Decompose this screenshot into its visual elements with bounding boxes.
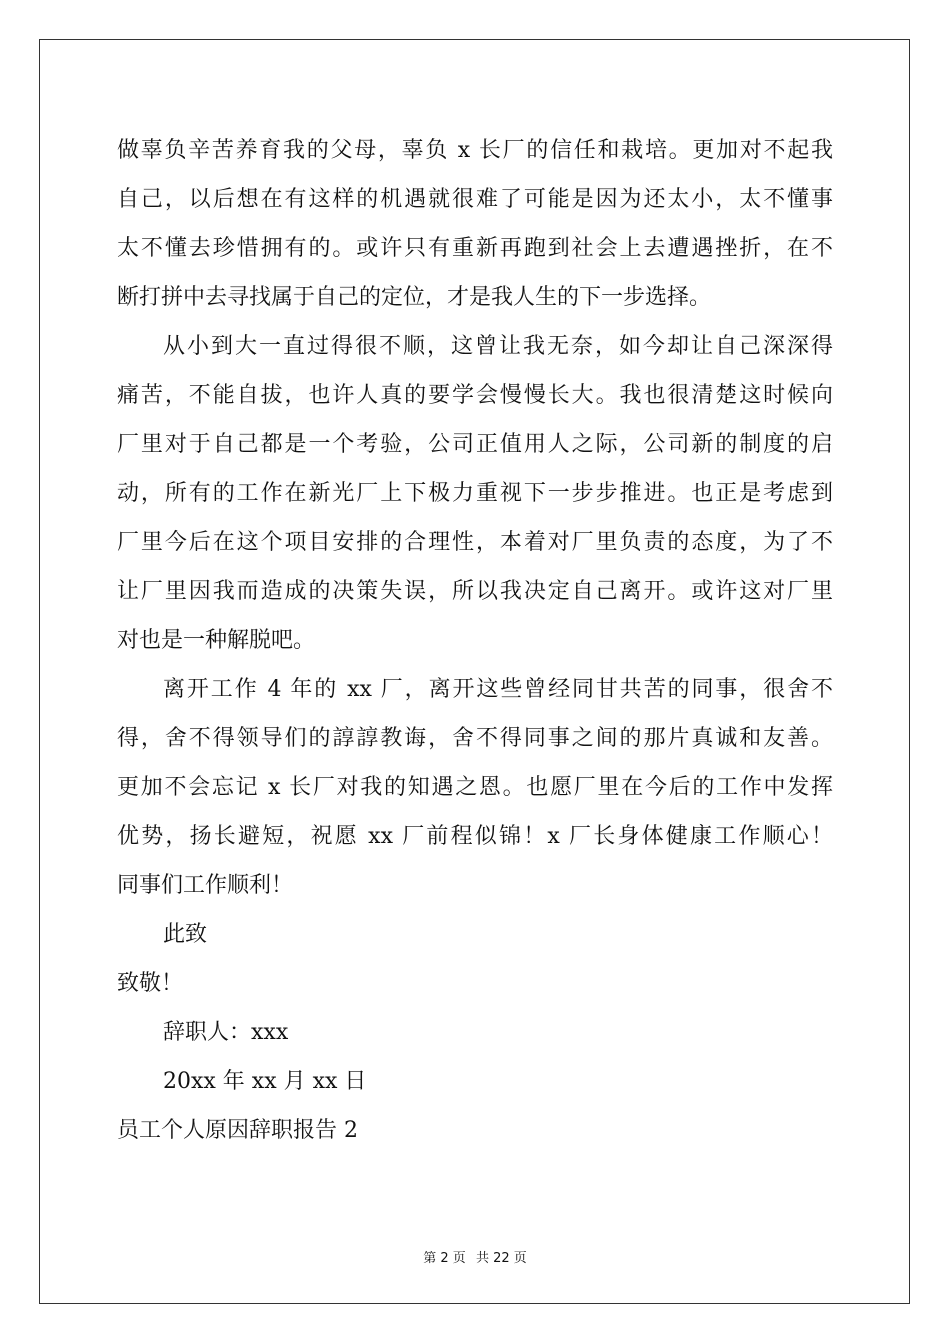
page-total: 共 22 页 [475,1251,527,1266]
closing-salute: 致敬！ [117,971,184,996]
closing-ci-zhi: 此致 [163,922,208,947]
next-section-title: 员工个人原因辞职报告 2 [117,1118,358,1143]
text-line: 让厂里因我而造成的决策失误，所以我决定自己离开。或许这对厂里 [117,579,833,604]
text-line: 更加不会忘记 x 长厂对我的知遇之恩。也愿厂里在今后的工作中发挥 [117,775,833,800]
signer: 辞职人：xxx [163,1020,289,1045]
date: 20xx 年 xx 月 xx 日 [163,1069,367,1094]
paragraph-1 [117,126,833,322]
text-line: 痛苦，不能自拔，也许人真的要学会慢慢长大。我也很清楚这时候向 [117,383,833,408]
text-line: 自己，以后想在有这样的机遇就很难了可能是因为还太小，太不懂事 [117,187,833,212]
text-line: 断打拼中去寻找属于自己的定位，才是我人生的下一步选择。 [117,285,712,310]
text-line: 做辜负辛苦养育我的父母，辜负 x 长厂的信任和栽培。更加对不起我 [117,138,833,163]
text-line: 离开工作 4 年的 xx 厂，离开这些曾经同甘共苦的同事，很舍不 [163,677,833,702]
text-line: 对也是一种解脱吧。 [117,628,316,653]
text-line: 太不懂去珍惜拥有的。或许只有重新再跑到社会上去遭遇挫折，在不 [117,236,833,261]
text-line: 同事们工作顺利！ [117,873,294,898]
text-line: 厂里今后在这个项目安排的合理性，本着对厂里负责的态度，为了不 [117,530,833,555]
paragraph-3 [117,665,833,910]
page-footer [0,1247,950,1266]
letter-body [117,126,833,1155]
page-number: 第 2 页 [423,1251,466,1266]
text-line: 厂里对于自己都是一个考验，公司正值用人之际，公司新的制度的启 [117,432,833,457]
text-line: 从小到大一直过得很不顺，这曾让我无奈，如今却让自己深深得 [163,334,833,359]
text-line: 优势，扬长避短，祝愿 xx 厂前程似锦！x 厂长身体健康工作顺心！ [117,824,833,849]
text-line: 动，所有的工作在新光厂上下极力重视下一步步推进。也正是考虑到 [117,481,833,506]
paragraph-2 [117,322,833,665]
text-line: 得，舍不得领导们的諄諄教诲，舍不得同事之间的那片真诚和友善。 [117,726,833,751]
